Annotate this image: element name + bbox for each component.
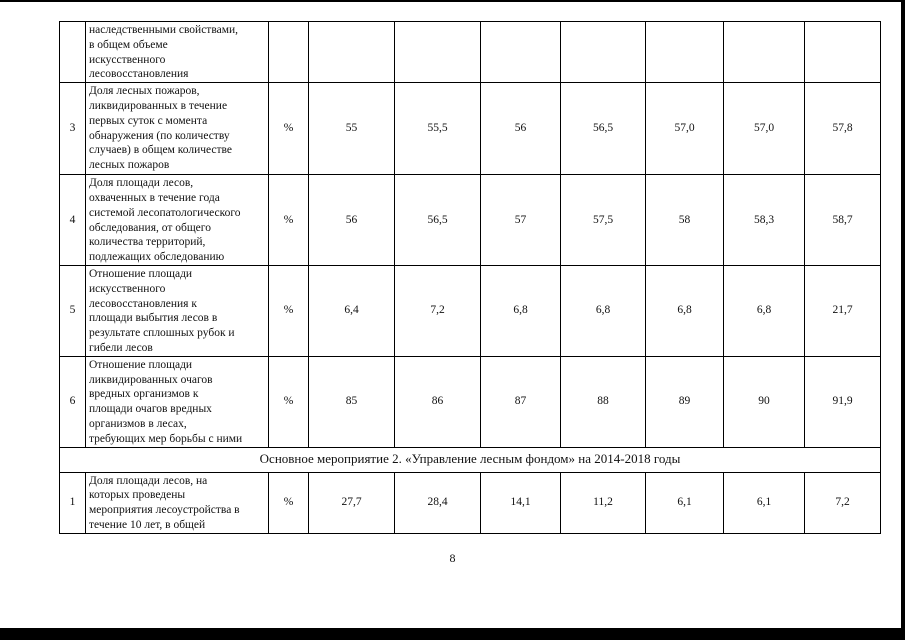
value-cell: 6,8 <box>724 265 805 356</box>
value-cell: 89 <box>646 356 724 447</box>
section-title: Основное мероприятие 2. «Управление лесным фондом» на 2014-2018 годы <box>60 447 881 472</box>
row-unit: % <box>269 356 309 447</box>
value-cell: 56 <box>481 83 561 175</box>
value-cell: 6,8 <box>646 265 724 356</box>
value-cell: 58,7 <box>805 175 881 266</box>
row-description: Отношение площади ликвидированных очагов вредных организмов к площади очагов вредных организмов в лесах, требующих мер борьбы с ними <box>86 356 269 447</box>
row-description: наследственными свойствами, в общем объеме искусственного лесовосстановления <box>86 22 269 83</box>
value-cell: 6,8 <box>561 265 646 356</box>
scan-border-top <box>0 0 905 2</box>
table-row <box>60 472 881 533</box>
value-cell <box>395 22 481 83</box>
row-description: Доля площади лесов, на которых проведены мероприятия лесоустройства в течение 10 лет, в общей <box>86 472 269 533</box>
value-cell: 88 <box>561 356 646 447</box>
value-cell <box>724 22 805 83</box>
value-cell: 14,1 <box>481 472 561 533</box>
value-cell: 90 <box>724 356 805 447</box>
row-description: Доля площади лесов, охваченных в течение года системой лесопатологического обследования, от общего количества территорий, подлежащих обследованию <box>86 175 269 266</box>
value-cell <box>481 22 561 83</box>
value-cell: 7,2 <box>805 472 881 533</box>
row-number: 1 <box>60 472 86 533</box>
row-unit <box>269 22 309 83</box>
value-cell: 86 <box>395 356 481 447</box>
row-unit: % <box>269 83 309 175</box>
row-number: 6 <box>60 356 86 447</box>
value-cell: 57,0 <box>724 83 805 175</box>
value-cell: 58 <box>646 175 724 266</box>
value-cell: 57,8 <box>805 83 881 175</box>
table-row <box>60 356 881 447</box>
value-cell: 11,2 <box>561 472 646 533</box>
row-unit: % <box>269 175 309 266</box>
value-cell <box>309 22 395 83</box>
value-cell: 58,3 <box>724 175 805 266</box>
value-cell: 85 <box>309 356 395 447</box>
row-description: Доля лесных пожаров, ликвидированных в течение первых суток с момента обнаружения (по количеству случаев) в общем количестве лесных пожаров <box>86 83 269 175</box>
value-cell: 56,5 <box>395 175 481 266</box>
value-cell: 6,1 <box>724 472 805 533</box>
value-cell: 56 <box>309 175 395 266</box>
indicators-table <box>59 21 881 534</box>
scan-border-right <box>901 0 905 640</box>
value-cell: 21,7 <box>805 265 881 356</box>
value-cell: 91,9 <box>805 356 881 447</box>
value-cell: 87 <box>481 356 561 447</box>
table-row <box>60 265 881 356</box>
table-row <box>60 175 881 266</box>
value-cell: 6,4 <box>309 265 395 356</box>
row-unit: % <box>269 265 309 356</box>
table-row <box>60 83 881 175</box>
row-number: 5 <box>60 265 86 356</box>
value-cell: 27,7 <box>309 472 395 533</box>
value-cell: 57,5 <box>561 175 646 266</box>
section-row <box>60 447 881 472</box>
row-description: Отношение площади искусственного лесовосстановления к площади выбытия лесов в результате сплошных рубок и гибели лесов <box>86 265 269 356</box>
value-cell: 57 <box>481 175 561 266</box>
value-cell: 56,5 <box>561 83 646 175</box>
value-cell: 7,2 <box>395 265 481 356</box>
scan-border-bottom <box>0 628 905 640</box>
value-cell: 55 <box>309 83 395 175</box>
row-number <box>60 22 86 83</box>
row-number: 3 <box>60 83 86 175</box>
table-row <box>60 22 881 83</box>
value-cell: 6,1 <box>646 472 724 533</box>
value-cell: 28,4 <box>395 472 481 533</box>
row-number: 4 <box>60 175 86 266</box>
value-cell <box>646 22 724 83</box>
value-cell <box>561 22 646 83</box>
value-cell <box>805 22 881 83</box>
value-cell: 6,8 <box>481 265 561 356</box>
page-number: 8 <box>449 551 456 565</box>
row-unit: % <box>269 472 309 533</box>
value-cell: 55,5 <box>395 83 481 175</box>
value-cell: 57,0 <box>646 83 724 175</box>
